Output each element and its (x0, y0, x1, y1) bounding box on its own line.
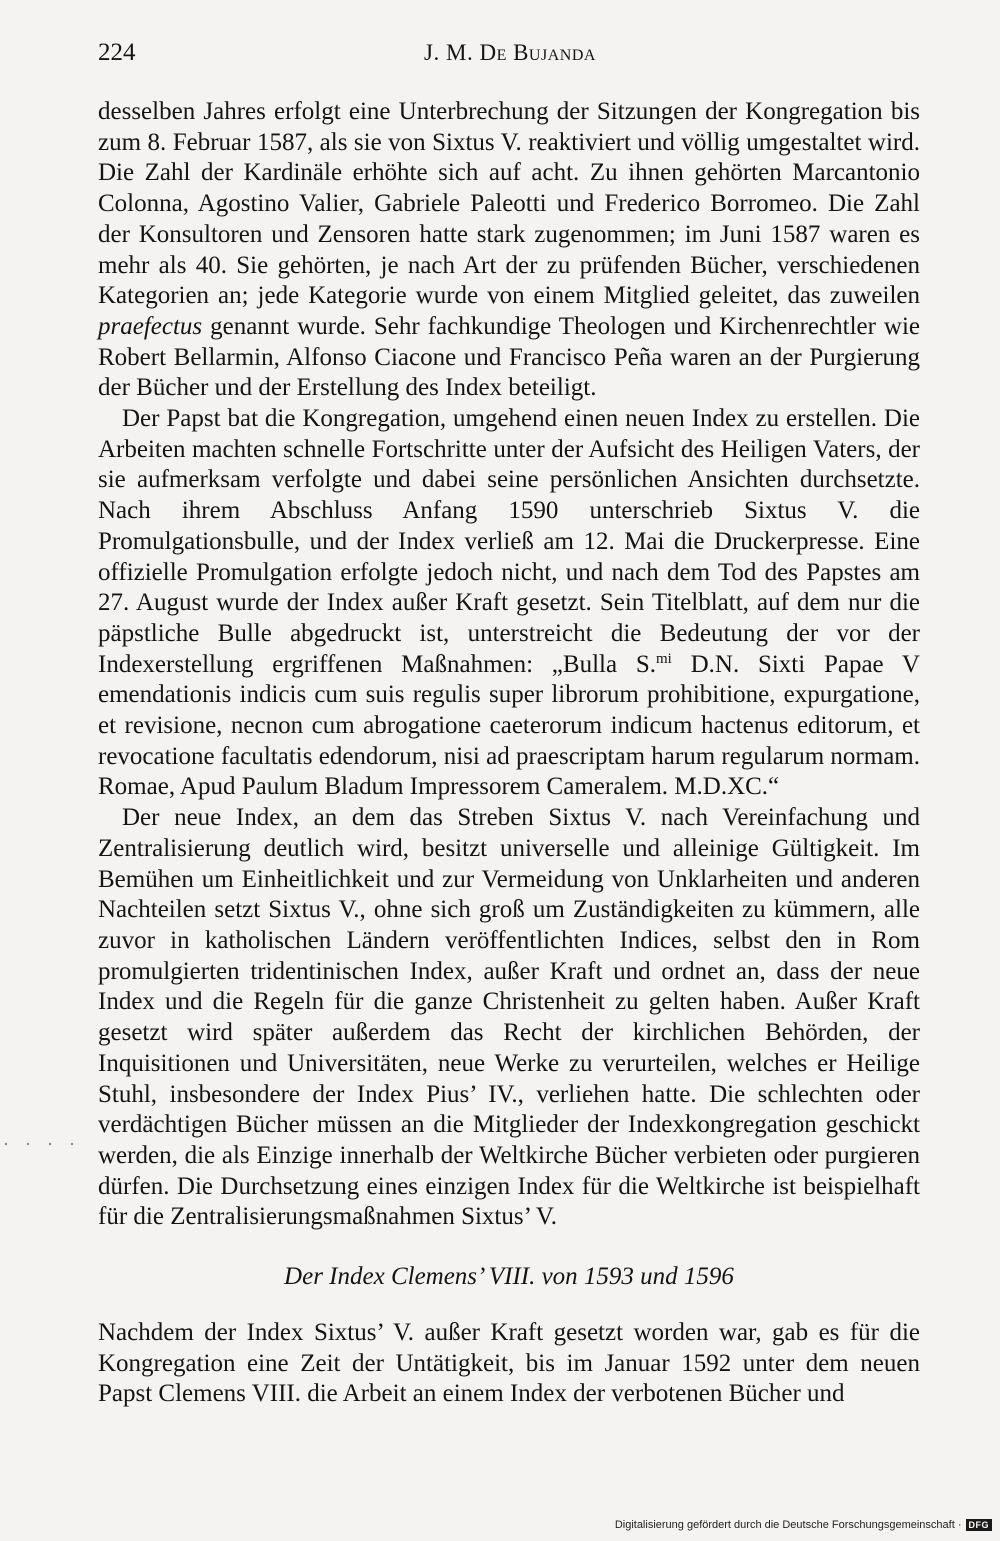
running-head-de: De (479, 40, 507, 65)
paragraph-2-text-a: Der Papst bat die Kongregation, umgehend einen neuen Index zu erstellen. Die Arbeiten machten schnelle Fortschritte unter der Aufsicht des Heiligen Vaters, der sie aufmerksam verfolgte und dabei seine persönlichen Ansichten durchsetzte. Nach ihrem Abschluss Anfang 1590 unterschrieb Sixtus V. die Promulgationsbulle, und der Index verließ am 12. Mai die Druckerpresse. Eine offizielle Promulgation erfolgte jedoch nicht, und nach dem Tod des Papstes am 27. August wurde der Index außer Kraft gesetzt. Sein Titelblatt, auf dem nur die päpstliche Bulle abgedruckt ist, unterstreicht die Bedeutung der vor der Indexerstellung ergriffenen Maßnahmen: „Bulla S. (98, 405, 920, 678)
scanner-dot-marks (0, 1136, 90, 1152)
running-head-initials: J. M. (424, 40, 480, 65)
paragraph-2-superscript: mi (655, 650, 672, 667)
footer-text: Digitalisierung gefördert durch die Deutsche Forschungsgemeinschaft · (614, 1519, 962, 1531)
running-head (0, 38, 1000, 68)
paragraph-1-text: desselben Jahres erfolgt eine Unterbrechung der Sitzungen der Kongregation bis zum 8. Februar 1587, als sie von Sixtus V. reaktiviert und völlig umgestaltet wird. Die Zahl der Kardinäle erhöhte sich auf acht. Zu ihnen gehörten Marcantonio Colonna, Agostino Valier, Gabriele Paleotti und Frederico Borromeo. Die Zahl der Konsultoren und Zensoren hatte stark zugenommen; im Juni 1587 waren es mehr als 40. Sie gehörten, je nach Art der zu prüfenden Bücher, verschiedenen Kategorien an; jede Kategorie wurde von einem Mitglied geleitet, das zuweilen (98, 98, 920, 310)
running-head-name: Bujanda (513, 40, 596, 65)
section-heading: Der Index Clemens’ VIII. von 1593 und 1596 (284, 1263, 734, 1291)
paragraph-1-italic-term: praefectus (98, 312, 203, 340)
paragraph-4: Nachdem der Index Sixtus’ V. außer Kraft gesetzt worden war, gab es für die Kongregation eine Zeit der Untätigkeit, bis im Januar 1592 unter dem neuen Papst Clemens VIII. die Arbeit an einem Index der verbotenen Bücher und (98, 1319, 920, 1408)
body-text (98, 97, 920, 1410)
paragraph-3: Der neue Index, an dem das Streben Sixtus V. nach Vereinfachung und Zentralisierung deutlich wird, besitzt universelle und alleinige Gültigkeit. Im Bemühen um Einheitlichkeit und zur Vermeidung von Unklarheiten und anderen Nachteilen setzt Sixtus V., ohne sich groß um Zuständigkeiten zu kümmern, alle zuvor in katholischen Ländern veröffentlichten Indices, selbst den in Rom promulgierten tridentinischen Index, außer Kraft und ordnet an, dass der neue Index und die Regeln für die ganze Christenheit zu gelten haben. Außer Kraft gesetzt wird später außerdem das Recht der kirchlichen Behörden, der Inquisitionen und Universitäten, neue Werke zu verurteilen, welches er Heilige Stuhl, insbesondere der Index Pius’ IV., verliehen hatte. Die schlechten oder verdächtigen Bücher müssen an die Mitglieder der Indexkongregation geschickt werden, die als Einzige innerhalb der Weltkirche Bücher verbieten oder purgieren dürfen. Die Durchsetzung eines einzigen Index für die Weltkirche ist beispielhaft für die Zentralisierungsmaßnahmen Sixtus’ V. (98, 804, 920, 1231)
paragraph-2-text-b: D.N. Sixti Papae V emendationis indicis cum suis regulis super librorum prohibitione, expurgatione, et revisione, necnon cum abrogatione caeterorum indicum hactenus editorum, et revocatione facultatis edendorum, nisi ad praescriptam harum regularum normam. Romae, Apud Paulum Bladum Impressorem Cameralem. M.D.XC.“ (98, 650, 920, 801)
paragraph-1-text-end: genannt wurde. Sehr fachkundige Theologen und Kirchenrechtler wie Robert Bellarmin, Alfonso Ciacone und Francisco Peña waren an der Purgierung der Bücher und der Erstellung des Index beteiligt. (98, 312, 920, 402)
digitization-footer (615, 1519, 992, 1531)
scanner-dots-graphic (0, 1141, 90, 1147)
page-number: 224 (98, 39, 136, 66)
dfg-logo: DFG (966, 1519, 993, 1531)
paragraph-1 (98, 97, 920, 404)
paragraph-2 (98, 404, 920, 803)
